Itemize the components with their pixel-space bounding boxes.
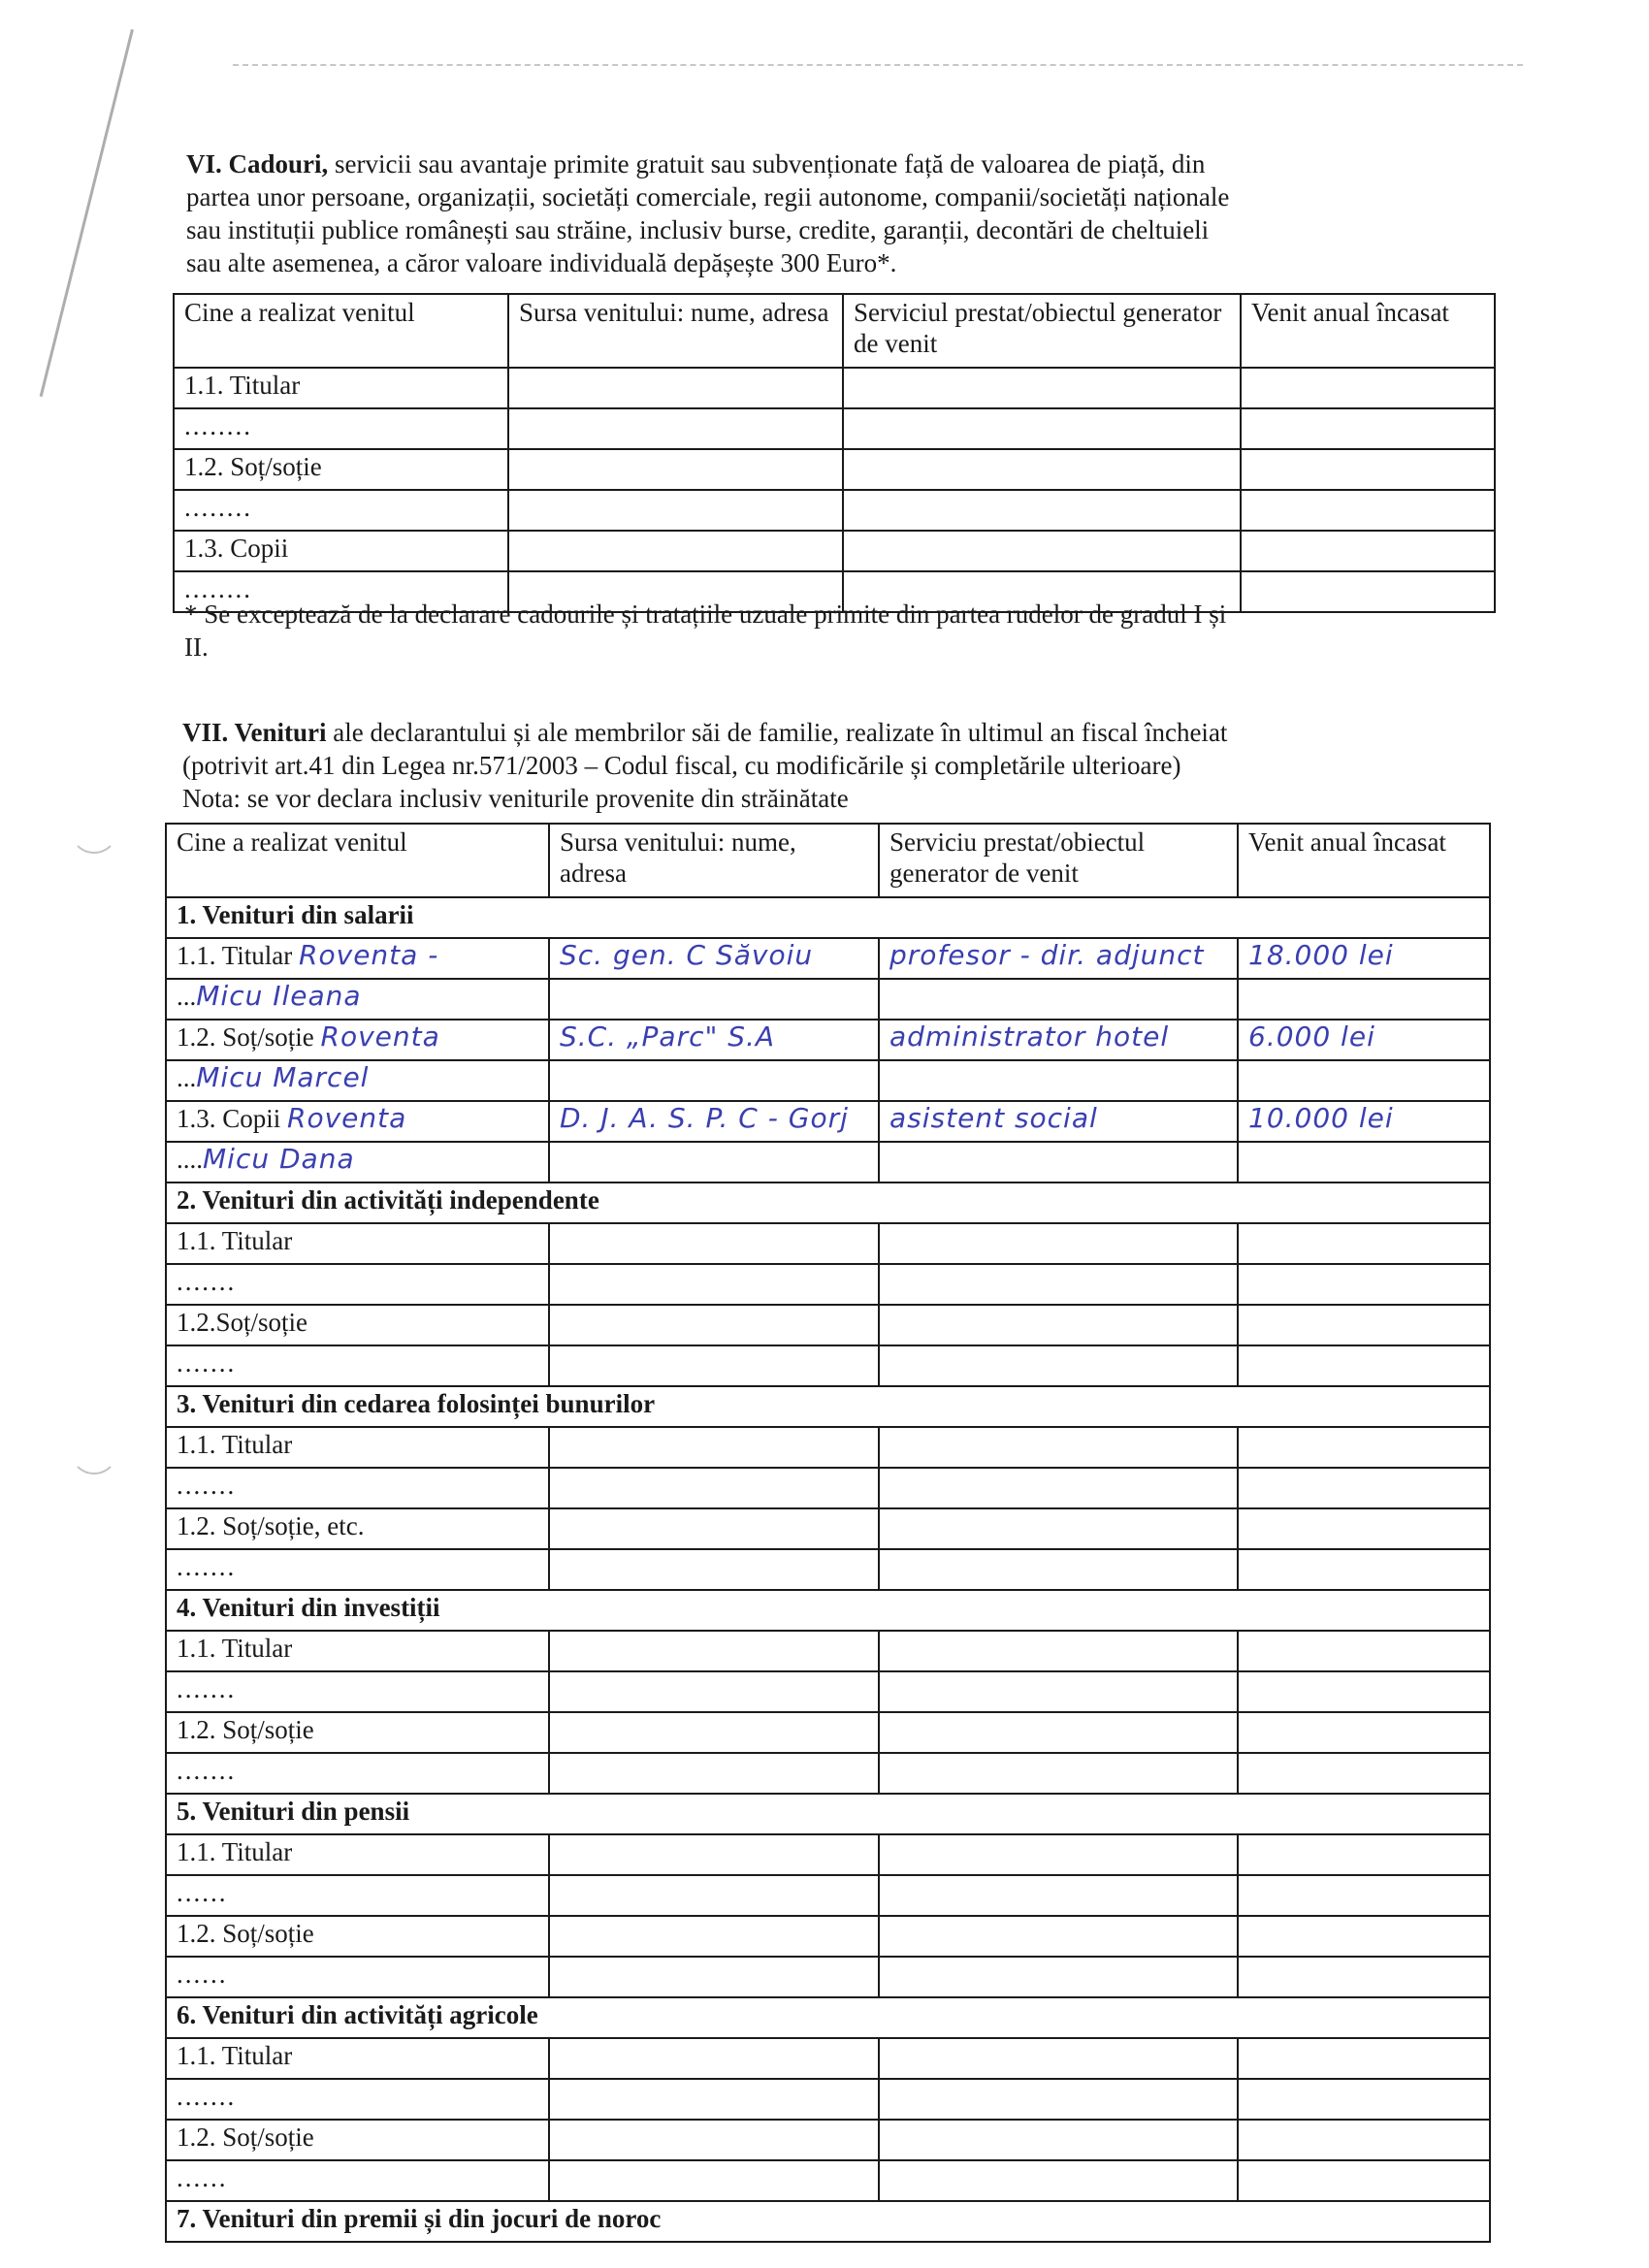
table-row xyxy=(166,1223,1490,1264)
scan-artifact xyxy=(233,39,1523,66)
table-row xyxy=(174,490,1495,531)
header-service: Serviciu prestat/obiectul generator de venit xyxy=(879,824,1238,897)
row-label: ........ xyxy=(174,408,508,449)
header-income: Venit anual încasat xyxy=(1241,294,1495,368)
handwritten-name: Micu Marcel xyxy=(196,1061,370,1093)
header-income: Venit anual încasat xyxy=(1238,824,1490,897)
row-label: ...... xyxy=(166,2160,549,2201)
row-label: 1.3. Copii xyxy=(177,1104,281,1133)
section7-line-1: ale declarantului și ale membrilor săi de familie, realizate în ultimul an fiscal încheiat xyxy=(333,718,1228,747)
category-title: 6. Venituri din activități agricole xyxy=(166,1997,1490,2038)
table-row xyxy=(174,368,1495,408)
header-who: Cine a realizat venitul xyxy=(174,294,508,368)
table-row xyxy=(166,1020,1490,1060)
section6-line-1: servicii sau avantaje primite gratuit sau subvenționate față de valoarea de piață, din xyxy=(335,149,1206,178)
handwritten-name: Micu Dana xyxy=(203,1143,355,1175)
handwritten-service: asistent social xyxy=(879,1101,1238,1142)
section6-heading: VI. Cadouri, xyxy=(186,149,329,178)
handwritten-income: 6.000 lei xyxy=(1238,1020,1490,1060)
handwritten-service: administrator hotel xyxy=(879,1020,1238,1060)
row-label: 1.3. Copii xyxy=(174,531,508,571)
section7-heading: VII. Venituri xyxy=(182,718,327,747)
section6-line-4: sau alte asemenea, a căror valoare individuală depășește 300 Euro*. xyxy=(186,248,897,277)
table-row xyxy=(166,1101,1490,1142)
section7-line-2: (potrivit art.41 din Legea nr.571/2003 – Codul fiscal, cu modificările și completările ulterioare) xyxy=(182,751,1181,780)
row-label: 1.2. Soț/soție xyxy=(166,1712,549,1753)
table-row: ...Micu Ileana xyxy=(166,979,1490,1020)
table-row xyxy=(174,531,1495,571)
handwritten-name: Roventa - xyxy=(299,939,439,971)
table-row xyxy=(166,1468,1490,1508)
row-label: ...... xyxy=(166,1875,549,1916)
row-label: 1.1. Titular xyxy=(166,2038,549,2079)
header-who: Cine a realizat venitul xyxy=(166,824,549,897)
table-row xyxy=(166,1508,1490,1549)
handwritten-source: Sc. gen. C Săvoiu xyxy=(549,938,879,979)
category-title: 7. Venituri din premii și din jocuri de noroc xyxy=(166,2201,1490,2242)
table-row xyxy=(174,408,1495,449)
gifts-table xyxy=(173,293,1496,613)
row-label: ....... xyxy=(166,1468,549,1508)
row-label: 1.1. Titular xyxy=(166,1631,549,1671)
row-label: ...... xyxy=(166,1957,549,1997)
row-label: 1.2.Soț/soție xyxy=(166,1305,549,1345)
category-title: 4. Venituri din investiții xyxy=(166,1590,1490,1631)
footnote-line-1: * Se exceptează de la declarare cadourile și tratațiile uzuale primite din partea rudelor de gradul I și xyxy=(184,599,1227,629)
footnote-line-2: II. xyxy=(184,632,209,662)
section6-intro xyxy=(186,147,1481,279)
punch-hole xyxy=(70,805,118,854)
table-row xyxy=(166,2160,1490,2201)
row-label: ....... xyxy=(166,1671,549,1712)
margin-mark xyxy=(40,29,134,397)
table-row xyxy=(166,1916,1490,1957)
row-label: 1.1. Titular xyxy=(174,368,508,408)
income-table xyxy=(165,823,1491,2243)
category-title: 5. Venituri din pensii xyxy=(166,1794,1490,1834)
section7-intro xyxy=(182,716,1482,815)
category-title: 3. Venituri din cedarea folosinței bunurilor xyxy=(166,1386,1490,1427)
punch-hole xyxy=(70,1426,118,1474)
row-label: 1.2. Soț/soție xyxy=(166,2120,549,2160)
table-row xyxy=(166,938,1490,979)
handwritten-income: 10.000 lei xyxy=(1238,1101,1490,1142)
row-label: 1.2. Soț/soție xyxy=(177,1022,314,1052)
table-row xyxy=(166,2038,1490,2079)
row-label: 1.1. Titular xyxy=(166,1834,549,1875)
header-source: Sursa venitului: nume, adresa xyxy=(508,294,843,368)
table-row xyxy=(166,1957,1490,1997)
section6-line-3: sau instituții publice românești sau străine, inclusiv burse, credite, garanții, decontări de cheltuieli xyxy=(186,215,1210,244)
row-label: 1.2. Soț/soție xyxy=(166,1916,549,1957)
table-row xyxy=(166,1834,1490,1875)
table-row xyxy=(174,449,1495,490)
row-label: 1.2. Soț/soție, etc. xyxy=(166,1508,549,1549)
row-label: ........ xyxy=(174,490,508,531)
table-row xyxy=(166,2120,1490,2160)
table-row xyxy=(166,1305,1490,1345)
table-row xyxy=(166,1671,1490,1712)
table-row xyxy=(166,1712,1490,1753)
handwritten-name: Roventa xyxy=(287,1102,407,1134)
table-row xyxy=(166,1549,1490,1590)
table-row xyxy=(166,1631,1490,1671)
row-label: ....... xyxy=(166,1753,549,1794)
row-label: 1.1. Titular xyxy=(166,1223,549,1264)
table-row xyxy=(166,1753,1490,1794)
category-salary: 1. Venituri din salarii xyxy=(166,897,1490,938)
row-label: ....... xyxy=(166,1345,549,1386)
row-label: 1.2. Soț/soție xyxy=(174,449,508,490)
row-label: ....... xyxy=(166,2079,549,2120)
section6-line-2: partea unor persoane, organizații, societăți comerciale, regii autonome, companii/societăți naționale xyxy=(186,182,1230,211)
row-label: ....... xyxy=(166,1264,549,1305)
row-label: 1.1. Titular xyxy=(166,1427,549,1468)
table-row xyxy=(166,1427,1490,1468)
row-label: ........ xyxy=(174,571,508,612)
handwritten-income: 18.000 lei xyxy=(1238,938,1490,979)
handwritten-name: Roventa xyxy=(320,1021,440,1053)
table-row xyxy=(166,1345,1490,1386)
table-row: ...Micu Marcel xyxy=(166,1060,1490,1101)
header-source: Sursa venitului: nume, adresa xyxy=(549,824,879,897)
table-row xyxy=(166,1875,1490,1916)
section6-footnote xyxy=(184,598,1484,664)
row-label: ....... xyxy=(166,1549,549,1590)
category-title: 2. Venituri din activități independente xyxy=(166,1183,1490,1223)
handwritten-source: D. J. A. S. P. C - Gorj xyxy=(549,1101,879,1142)
table-row xyxy=(166,1264,1490,1305)
handwritten-service: profesor - dir. adjunct xyxy=(879,938,1238,979)
row-label: 1.1. Titular xyxy=(177,941,293,970)
header-service: Serviciul prestat/obiectul generator de venit xyxy=(843,294,1241,368)
handwritten-name: Micu Ileana xyxy=(196,980,362,1012)
handwritten-source: S.C. „Parc" S.A xyxy=(549,1020,879,1060)
table-row: ....Micu Dana xyxy=(166,1142,1490,1183)
table-row xyxy=(166,2079,1490,2120)
section7-line-3: Nota: se vor declara inclusiv veniturile provenite din străinătate xyxy=(182,784,849,813)
